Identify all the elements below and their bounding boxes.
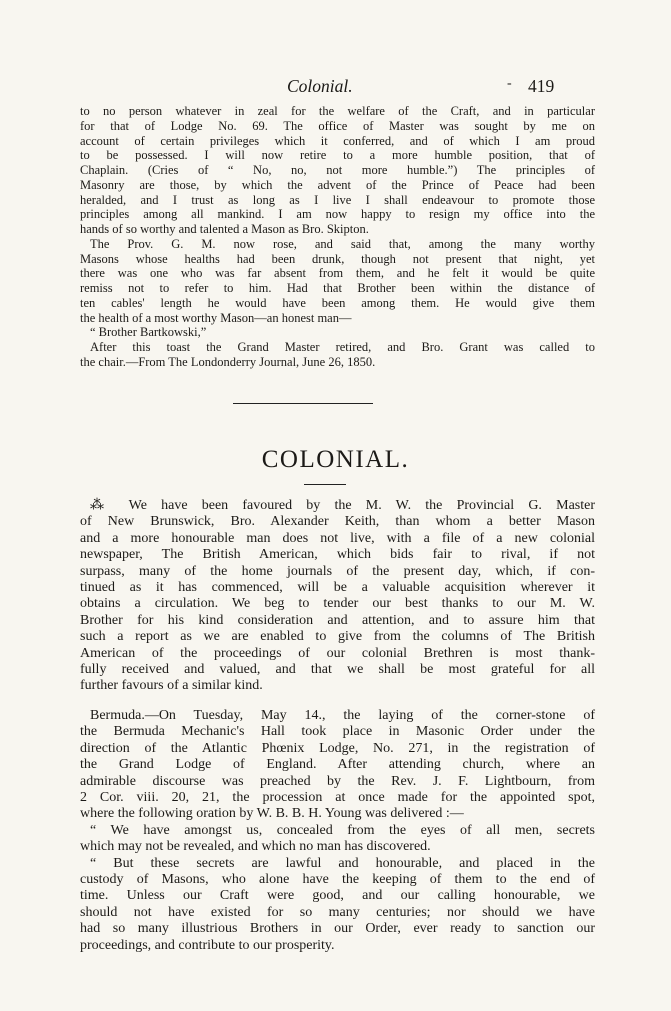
text-line: for that of Lodge No. 69. The office of Master was sought by me on	[80, 118, 595, 133]
text-line: “ Brother Bartkowski,”	[90, 325, 207, 340]
text-line: hands of so worthy and talented a Mason as Bro. Skipton.	[80, 222, 369, 236]
running-head-title: Colonial.	[287, 76, 353, 96]
text-line: principles among all mankind. I am now happy to resign my office into the	[80, 207, 595, 222]
text-line: had so many illustrious Brothers in our Order, ever ready to sanction our	[80, 921, 595, 937]
text-line: the health of a most worthy Mason—an honest man—	[80, 310, 352, 325]
text-line: which may not be revealed, and which no man has discovered.	[80, 839, 431, 855]
continued-report	[80, 104, 595, 370]
running-head-dash: -	[507, 76, 512, 91]
text-line: newspaper, The British American, which bids fair to rival, if not	[80, 547, 595, 563]
text-line: heralded, and I trust as long as I live I shall endeavour to promote those	[80, 192, 595, 207]
text-line: and a more honourable man does not live, with a file of a new colonial	[80, 530, 595, 546]
bermuda-paragraph	[80, 708, 595, 954]
text-line: further favours of a similar kind.	[80, 678, 263, 694]
text-line: direction of the Atlantic Phœnix Lodge, No. 271, in the registration of	[80, 740, 595, 756]
text-line: to be possessed. I will now retire to a more humble position, that of	[80, 148, 595, 163]
text-line: tinued as it has commenced, will be a valuable acquisition wherever it	[80, 580, 595, 596]
text-line: surpass, many of the home journals of the present day, which, if con-	[80, 563, 595, 579]
section-title: COLONIAL.	[261, 446, 410, 473]
page-number: 419	[528, 76, 555, 96]
text-line: Chaplain. (Cries of “ No, no, not more humble.”) The principles of	[80, 163, 595, 177]
text-line: Masons whose healths had been drunk, though not present that night, yet	[80, 251, 595, 266]
text-line: custody of Masons, who alone have the keeping of them to the end of	[80, 872, 595, 888]
text-line: there was one who was far absent from them, and he felt it would be quite	[80, 266, 595, 281]
text-line: such a report as we are enabled to give from the columns of The British	[80, 629, 595, 645]
title-underline	[304, 484, 346, 485]
text-line: obtains a circulation. We beg to tender our best thanks to our M. W.	[80, 596, 595, 612]
text-line: where the following oration by W. B. B. H. Young was delivered :—	[80, 806, 464, 822]
colonial-paragraph	[80, 498, 595, 695]
running-head	[0, 76, 671, 100]
text-line: ten cables' length he would have been among them. He would give them	[80, 295, 595, 310]
text-line: the chair.—From The Londonderry Journal, June 26, 1850.	[80, 354, 376, 369]
text-line: “ But these secrets are lawful and honourable, and placed in the	[90, 855, 595, 871]
text-line: ⁂ We have been favoured by the M. W. the Provincial G. Master	[90, 498, 595, 513]
text-line: should not have existed for so many centuries; nor should we have	[80, 904, 595, 920]
text-line: American of the proceedings of our colonial Brethren is most thank-	[80, 645, 595, 661]
text-line: The Prov. G. M. now rose, and said that, among the many worthy	[90, 236, 595, 251]
text-line: 2 Cor. viii. 20, 21, the procession at once made for the appointed spot,	[80, 790, 595, 806]
text-line: remiss not to refer to him. Had that Brother been within the distance of	[80, 281, 595, 295]
text-line: “ We have amongst us, concealed from the eyes of all men, secrets	[90, 822, 595, 838]
text-line: Masonry are those, by which the advent of the Prince of Peace had been	[80, 177, 595, 192]
text-line: to no person whatever in zeal for the welfare of the Craft, and in particular	[80, 104, 595, 118]
text-line: of New Brunswick, Bro. Alexander Keith, than whom a better Mason	[80, 514, 595, 530]
section-divider	[233, 403, 373, 404]
text-line: the Grand Lodge of England. After attending church, where an	[80, 757, 595, 773]
text-line: Brother for his kind consideration and attention, and to assure him that	[80, 612, 595, 628]
text-line: After this toast the Grand Master retired, and Bro. Grant was called to	[90, 340, 595, 354]
text-line: time. Unless our Craft were good, and our calling honourable, we	[80, 888, 595, 904]
text-line: admirable discourse was preached by the Rev. J. F. Lightbourn, from	[80, 773, 595, 789]
text-line: the Bermuda Mechanic's Hall took place in Masonic Order under the	[80, 724, 595, 740]
text-line: fully received and valued, and that we shall be most grateful for all	[80, 662, 595, 678]
text-line: account of certain privileges which it conferred, and of which I am proud	[80, 133, 595, 148]
text-line: Bermuda.—On Tuesday, May 14., the laying of the corner-stone of	[90, 708, 595, 723]
text-line: proceedings, and contribute to our prosperity.	[80, 937, 335, 953]
